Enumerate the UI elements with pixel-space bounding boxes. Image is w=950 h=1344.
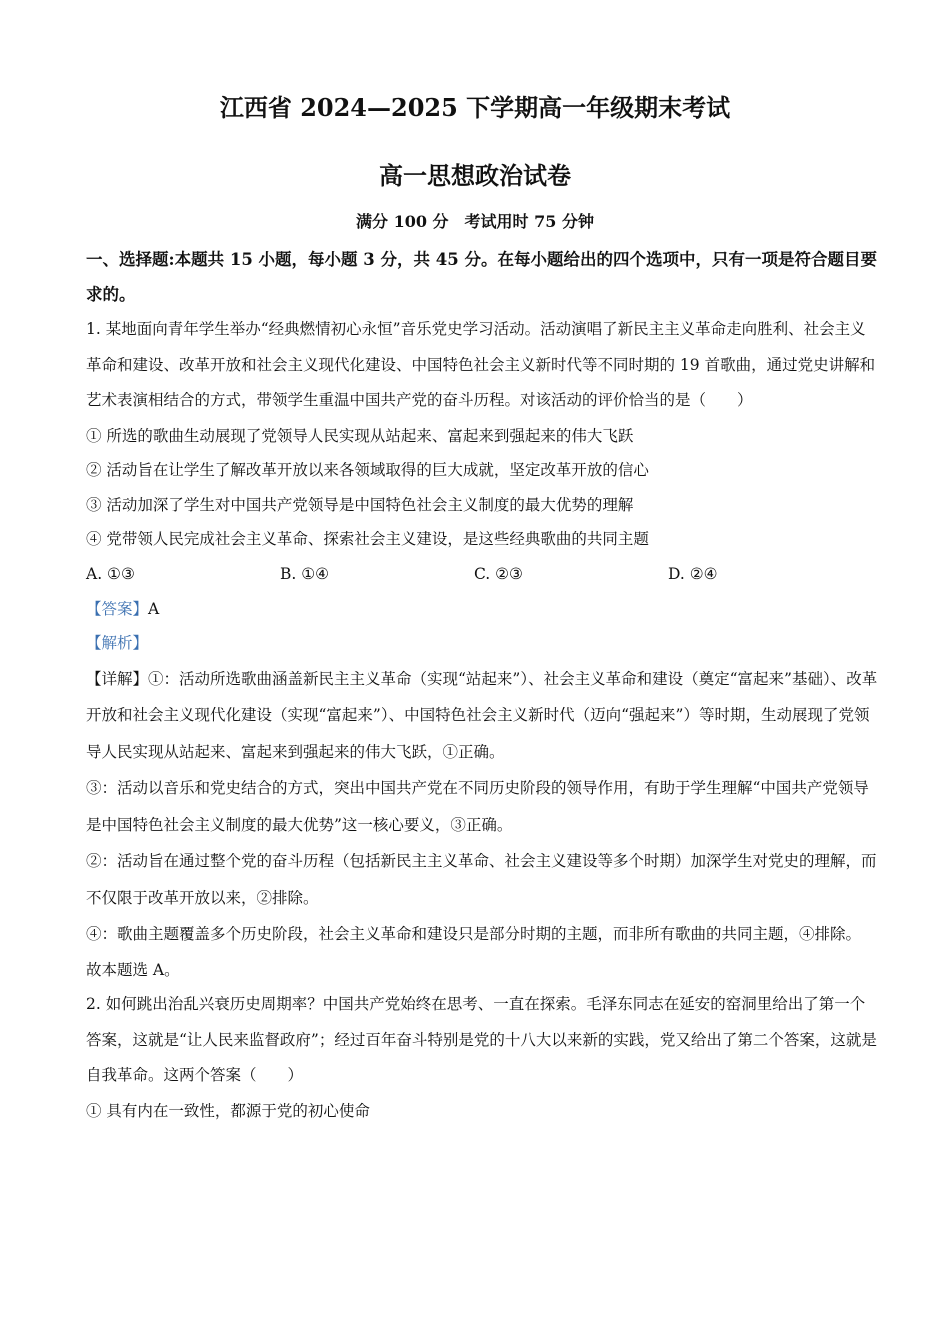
question-2 — [86, 987, 878, 1128]
answer-options — [86, 557, 878, 592]
exam-title: 江西省 2024—2025 下学期高一年级期末考试 — [219, 93, 731, 122]
statement: ① 所选的歌曲生动展现了党领导人民实现从站起来、富起来到强起来的伟大飞跃 — [86, 426, 634, 445]
answer-line — [86, 592, 878, 627]
exam-info: 满分 100 分 考试用时 75 分钟 — [356, 212, 594, 231]
option-b: B. ①④ — [280, 564, 330, 583]
option-c: C. ②③ — [474, 564, 523, 583]
statement: ② 活动旨在让学生了解改革开放以来各领域取得的巨大成就，坚定改革开放的信心 — [86, 461, 649, 479]
analysis-tag: 【解析】 — [86, 634, 149, 652]
statement: ④ 党带领人民完成社会主义革命、探索社会主义建设，是这些经典歌曲的共同主题 — [86, 530, 649, 548]
statement: ③ 活动加深了学生对中国共产党领导是中国特色社会主义制度的最大优势的理解 — [86, 495, 634, 514]
detail-paragraph: ②：活动旨在通过整个党的奋斗历程（包括新民主主义革命、社会主义建设等多个时期）加深学生对党史的理解，而不仅限于改革开放以来，②排除。 — [86, 852, 877, 907]
exam-content — [86, 242, 878, 1128]
statement: ① 具有内在一致性，都源于党的初心使命 — [86, 1101, 370, 1120]
question-stem: 1. 某地面向青年学生举办“经典燃情初心永恒”音乐党史学习活动。活动演唱了新民主主义革命走向胜利、社会主义革命和建设、改革开放和社会主义现代化建设、中国特色社会主义新时代等不同时期的 19 首歌曲，通过党史讲解和艺术表演相结合的方式，带领学生重温中国共产党的奋斗历程。对该活动的评价恰当的是（ ） — [86, 320, 876, 409]
analysis-line — [86, 626, 878, 661]
conclusion: 故本题选 A。 — [86, 960, 180, 979]
question-1 — [86, 312, 878, 987]
answer-value: A — [148, 599, 160, 618]
option-d: D. ②④ — [668, 564, 718, 583]
option-a: A. ①③ — [86, 564, 135, 583]
answer-tag: 【答案】 — [86, 599, 149, 618]
question-stem: 2. 如何跳出治乱兴衰历史周期率？中国共产党始终在思考、一直在探索。毛泽东同志在延安的窑洞里给出了第一个答案，这就是“让人民来监督政府”；经过百年奋斗特别是党的十八大以来新的实践，党又给出了第二个答案，这就是自我革命。这两个答案（ ） — [86, 995, 877, 1084]
detail-paragraph: ④：歌曲主题覆盖多个历史阶段，社会主义革命和建设只是部分时期的主题，而非所有歌曲的共同主题，④排除。 — [86, 925, 862, 943]
detail-paragraph: 【详解】①：活动所选歌曲涵盖新民主主义革命（实现“站起来”）、社会主义革命和建设（奠定“富起来”基础）、改革开放和社会主义现代化建设（实现“富起来”）、中国特色社会主义新时代（迈向“强起来”）等时期，生动展现了党领导人民实现从站起来、富起来到强起来的伟大飞跃，①正确。 — [86, 669, 878, 761]
section-heading: 一、选择题:本题共 15 小题，每小题 3 分，共 45 分。在每小题给出的四个选项中，只有一项是符合题目要求的。 — [86, 250, 877, 304]
detail-paragraph: ③：活动以音乐和党史结合的方式，突出中国共产党在不同历史阶段的领导作用，有助于学生理解“中国共产党领导是中国特色社会主义制度的最大优势”这一核心要义，③正确。 — [86, 779, 869, 834]
subject-title: 高一思想政治试卷 — [379, 161, 571, 190]
